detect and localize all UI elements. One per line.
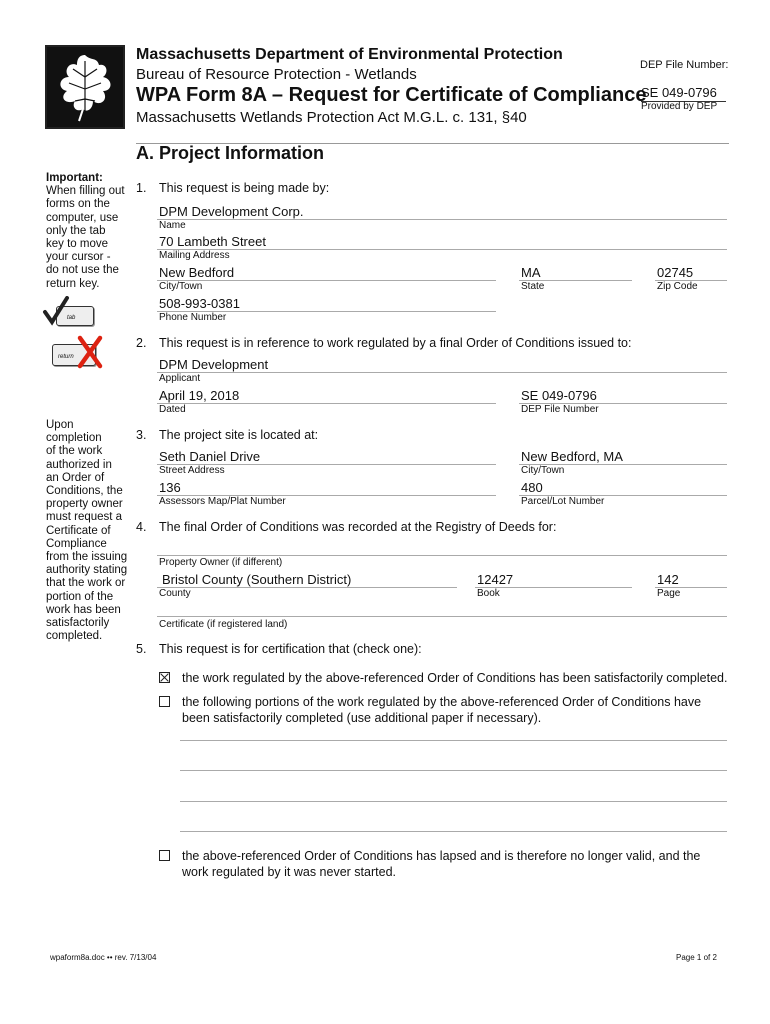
- q2-text: This request is in reference to work regulated by a final Order of Conditions issued to:: [159, 336, 632, 350]
- zip-field[interactable]: 02745: [657, 265, 694, 280]
- q2-dep-file-field[interactable]: SE 049-0796: [521, 388, 597, 403]
- completion-line: property owner: [46, 498, 123, 511]
- completion-line: must request a: [46, 511, 123, 524]
- county-underline: [157, 587, 457, 588]
- completion-note: [46, 419, 130, 643]
- option-line: the work regulated by the above-referenced Order of Conditions has been satisfactorily completed.: [182, 671, 728, 685]
- partial-work-line[interactable]: [180, 770, 727, 771]
- q2-dep-file-label: DEP File Number: [521, 404, 599, 415]
- city-field[interactable]: New Bedford: [159, 265, 235, 280]
- q3-number: 3.: [136, 428, 147, 442]
- q4-number: 4.: [136, 520, 147, 534]
- property-owner-field[interactable]: [157, 555, 727, 556]
- bureau-name: Bureau of Resource Protection - Wetlands: [136, 66, 417, 83]
- completion-line: that the work or: [46, 577, 126, 590]
- department-name: Massachusetts Department of Environmental Protection: [136, 46, 563, 63]
- important-line: key to move: [46, 238, 108, 251]
- q3-text: The project site is located at:: [159, 428, 319, 442]
- street-address-field[interactable]: Seth Daniel Drive: [159, 449, 261, 464]
- partial-work-line[interactable]: [180, 801, 727, 802]
- state-field[interactable]: MA: [521, 265, 541, 280]
- completion-line: authorized in: [46, 458, 112, 471]
- option-line: been satisfactorily completed (use additional paper if necessary).: [182, 711, 542, 725]
- page-label: Page: [657, 588, 681, 599]
- dep-file-number-field[interactable]: SE 049-0796: [641, 85, 726, 102]
- completion-line: from the issuing: [46, 551, 128, 564]
- important-line: return key.: [46, 277, 100, 290]
- option-lapsed-checkbox[interactable]: [159, 850, 170, 861]
- book-field[interactable]: 12427: [477, 572, 514, 587]
- completion-line: portion of the: [46, 590, 114, 603]
- important-line: When filling out: [46, 185, 125, 198]
- phone-label: Phone Number: [159, 312, 227, 323]
- county-label: County: [159, 588, 191, 599]
- important-line: your cursor -: [46, 251, 111, 264]
- important-line: forms on the: [46, 198, 110, 211]
- property-owner-label: Property Owner (if different): [159, 557, 283, 568]
- applicant-underline: [157, 372, 727, 373]
- q5-text: This request is for certification that (check one):: [159, 642, 422, 656]
- certificate-label: Certificate (if registered land): [159, 619, 288, 630]
- name-underline: [157, 219, 727, 220]
- mailing-address-field[interactable]: 70 Lambeth Street: [159, 234, 266, 249]
- name-label: Name: [159, 220, 186, 231]
- applicant-name-field[interactable]: DPM Development Corp.: [159, 204, 304, 219]
- assessors-map-label: Assessors Map/Plat Number: [159, 496, 286, 507]
- q4-text: The final Order of Conditions was recorded at the Registry of Deeds for:: [159, 520, 557, 534]
- act-reference: Massachusetts Wetlands Protection Act M.G.L. c. 131, §40: [136, 109, 527, 126]
- option-lapsed-text: [182, 848, 700, 880]
- site-city-label: City/Town: [521, 465, 565, 476]
- option-partial-checkbox[interactable]: [159, 696, 170, 707]
- applicant-field[interactable]: DPM Development: [159, 357, 269, 372]
- dated-field[interactable]: April 19, 2018: [159, 388, 240, 403]
- county-field[interactable]: Bristol County (Southern District): [162, 572, 352, 587]
- red-x-icon: [76, 334, 104, 370]
- option-completed-checkbox[interactable]: [159, 672, 170, 683]
- dep-oak-leaf-logo: [45, 45, 125, 129]
- option-completed-text: [182, 670, 727, 686]
- return-key-label: return: [58, 354, 74, 360]
- important-note: [46, 172, 130, 291]
- partial-work-line[interactable]: [180, 831, 727, 832]
- completion-line: authority stating: [46, 564, 128, 577]
- completion-line: satisfactorily: [46, 617, 110, 630]
- city-underline: [157, 280, 496, 281]
- q2-number: 2.: [136, 336, 147, 350]
- q1-text: This request is being made by:: [159, 181, 330, 195]
- completion-line: completed.: [46, 630, 103, 643]
- q1-number: 1.: [136, 181, 147, 195]
- completion-line: Certificate of: [46, 524, 111, 537]
- tab-key-label: tab: [67, 315, 76, 321]
- form-title: WPA Form 8A – Request for Certificate of Compliance: [136, 84, 647, 106]
- completion-line: Upon completion: [46, 419, 102, 445]
- state-label: State: [521, 281, 545, 292]
- option-line: work regulated by it was never started.: [182, 865, 396, 879]
- assessors-map-field[interactable]: 136: [159, 480, 181, 495]
- mailing-address-label: Mailing Address: [159, 250, 230, 261]
- zip-label: Zip Code: [657, 281, 698, 292]
- completion-line: an Order of: [46, 471, 105, 484]
- address-underline: [157, 249, 727, 250]
- completion-line: Compliance: [46, 537, 107, 550]
- important-line: do not use the: [46, 264, 119, 277]
- certificate-field[interactable]: [157, 616, 727, 617]
- provided-by-dep-label: Provided by DEP: [641, 101, 718, 112]
- parcel-lot-label: Parcel/Lot Number: [521, 496, 605, 507]
- option-line: the following portions of the work regulated by the above-referenced Order of Conditions have: [182, 695, 702, 709]
- important-line: computer, use: [46, 211, 119, 224]
- option-partial-text: [182, 694, 701, 726]
- page-number: Page 1 of 2: [676, 953, 717, 962]
- section-title: A. Project Information: [136, 143, 325, 163]
- dated-underline: [157, 403, 496, 404]
- checkmark-icon: [42, 296, 70, 326]
- dep-file-number-label: DEP File Number:: [640, 59, 729, 71]
- q5-number: 5.: [136, 642, 147, 656]
- phone-field[interactable]: 508-993-0381: [159, 296, 240, 311]
- site-city-field[interactable]: New Bedford, MA: [521, 449, 623, 464]
- option-line: the above-referenced Order of Conditions has lapsed and is therefore no longer valid, and the: [182, 849, 701, 863]
- completion-line: Conditions, the: [46, 485, 123, 498]
- important-heading: Important:: [46, 172, 103, 184]
- dated-label: Dated: [159, 404, 186, 415]
- document-revision: wpaform8a.doc •• rev. 7/13/04: [50, 953, 157, 962]
- completion-line: work has been: [46, 603, 121, 616]
- page-field[interactable]: 142: [657, 572, 679, 587]
- applicant-label: Applicant: [159, 373, 201, 384]
- book-label: Book: [477, 588, 500, 599]
- partial-work-line[interactable]: [180, 740, 727, 741]
- street-address-label: Street Address: [159, 465, 225, 476]
- important-line: only the tab: [46, 224, 106, 237]
- city-label: City/Town: [159, 281, 203, 292]
- completion-line: of the work: [46, 445, 103, 458]
- parcel-lot-field[interactable]: 480: [521, 480, 543, 495]
